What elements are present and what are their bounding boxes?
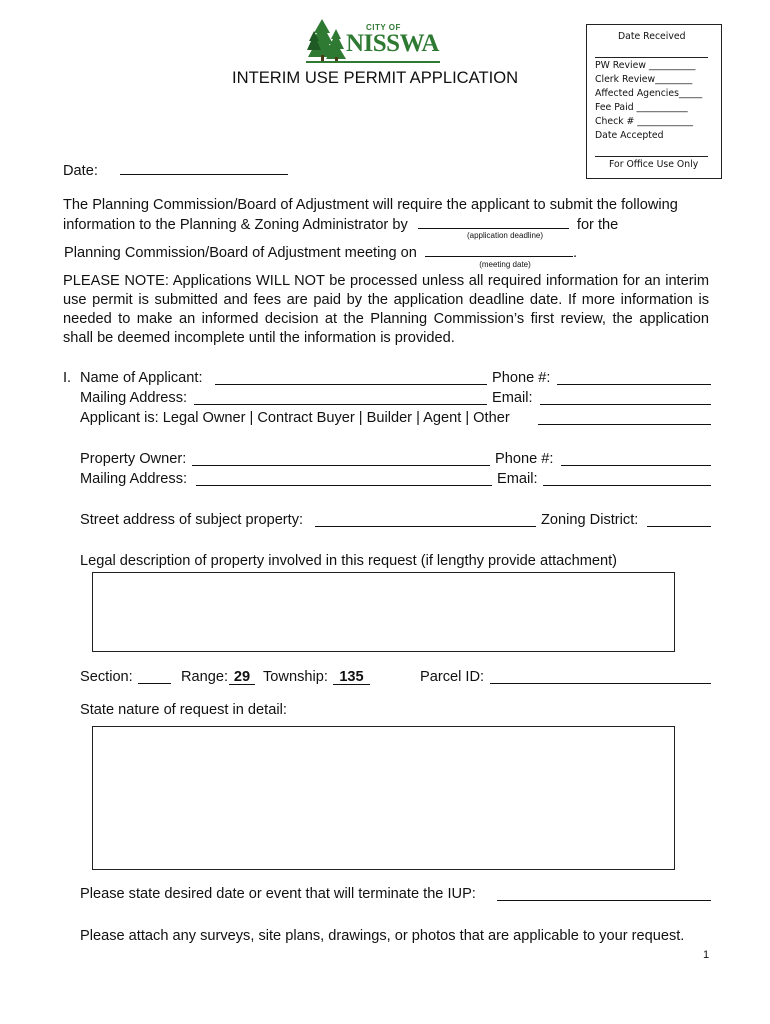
legal-description-box[interactable] <box>92 572 675 652</box>
zoning-district-label: Zoning District: <box>541 512 639 528</box>
date-field[interactable] <box>120 160 288 175</box>
property-owner-field[interactable] <box>192 451 490 466</box>
date-label: Date: <box>63 163 98 179</box>
section-numeral: I. <box>63 370 72 386</box>
nature-of-request-box[interactable] <box>92 726 675 870</box>
terminate-label: Please state desired date or event that will terminate the IUP: <box>80 886 476 902</box>
deadline-note: (application deadline) <box>466 231 544 240</box>
phone-field[interactable] <box>557 370 711 385</box>
page-title: INTERIM USE PERMIT APPLICATION <box>232 68 519 87</box>
phone-label: Phone #: <box>492 370 551 386</box>
range-value[interactable]: 29 <box>229 668 255 685</box>
date-accepted-line <box>595 156 708 157</box>
applicant-other-field[interactable] <box>538 410 711 425</box>
date-received-line <box>595 57 708 58</box>
street-address-field[interactable] <box>315 512 536 527</box>
email-field[interactable] <box>540 390 711 405</box>
street-address-label: Street address of subject property: <box>80 512 304 528</box>
intro-line-3-text: Planning Commission/Board of Adjustment meeting on <box>64 245 417 261</box>
page-number: 1 <box>703 949 710 961</box>
logo-city-of: CITY OF <box>366 23 401 32</box>
section-field[interactable] <box>138 669 171 684</box>
mailing-address-label: Mailing Address: <box>80 390 188 406</box>
state-nature-label: State nature of request in detail: <box>80 702 287 718</box>
date-accepted-label: Date Accepted <box>595 130 664 141</box>
intro-line-3 <box>64 242 577 262</box>
intro-line-3-end: . <box>572 245 577 261</box>
please-note-paragraph: PLEASE NOTE: Applications WILL NOT be processed unless all required information for an interim use permit is submitted and fees are paid by the application deadline date. If more information is needed to make an informed decision at the Planning Commission’s first review, the application shall be deemed incomplete until the information is provided. <box>63 273 709 346</box>
township-label: Township: <box>263 669 328 685</box>
parcel-id-field[interactable] <box>490 669 711 684</box>
section-label: Section: <box>80 669 133 685</box>
zoning-district-field[interactable] <box>647 512 711 527</box>
intro-line-1: The Planning Commission/Board of Adjustment will require the applicant to submit the following <box>63 197 678 213</box>
intro-line-2-end: for the <box>576 217 619 233</box>
logo-name: NISSWA <box>346 30 439 57</box>
check-number-field[interactable]: Check # ____________ <box>595 116 694 127</box>
intro-line-2-text: information to the Planning & Zoning Administrator by <box>63 217 408 233</box>
mailing-address-field-2[interactable] <box>196 471 492 486</box>
phone-label-2: Phone #: <box>495 451 554 467</box>
range-label: Range: <box>181 669 229 685</box>
township-value[interactable]: 135 <box>333 668 370 685</box>
office-use-box <box>586 24 722 179</box>
name-of-applicant-field[interactable] <box>215 370 487 385</box>
parcel-id-label: Parcel ID: <box>420 669 485 685</box>
application-deadline-field[interactable] <box>418 214 569 229</box>
date-row <box>63 160 288 180</box>
attach-instruction: Please attach any surveys, site plans, drawings, or photos that are applicable to your request. <box>80 928 685 944</box>
phone-field-2[interactable] <box>561 451 711 466</box>
pw-review-field[interactable]: PW Review __________ <box>595 60 696 71</box>
office-use-footer: For Office Use Only <box>609 159 699 170</box>
mailing-address-label-2: Mailing Address: <box>80 471 188 487</box>
mailing-address-field[interactable] <box>194 390 487 405</box>
property-owner-label: Property Owner: <box>80 451 187 467</box>
date-received-label: Date Received <box>618 31 686 42</box>
email-field-2[interactable] <box>543 471 711 486</box>
city-logo <box>306 17 440 65</box>
name-of-applicant-label: Name of Applicant: <box>80 370 203 386</box>
affected-agencies-field[interactable]: Affected Agencies_____ <box>595 88 703 99</box>
fee-paid-field[interactable]: Fee Paid ___________ <box>595 102 688 113</box>
meeting-date-field[interactable] <box>425 242 573 257</box>
applicant-is-text[interactable]: Applicant is: Legal Owner | Contract Buyer | Builder | Agent | Other <box>80 410 510 426</box>
clerk-review-field[interactable]: Clerk Review________ <box>595 74 693 85</box>
email-label: Email: <box>492 390 533 406</box>
legal-description-label: Legal description of property involved in this request (if lengthy provide attachment) <box>80 553 618 569</box>
terminate-field[interactable] <box>497 886 711 901</box>
email-label-2: Email: <box>497 471 538 487</box>
meeting-note: (meeting date) <box>479 260 531 269</box>
